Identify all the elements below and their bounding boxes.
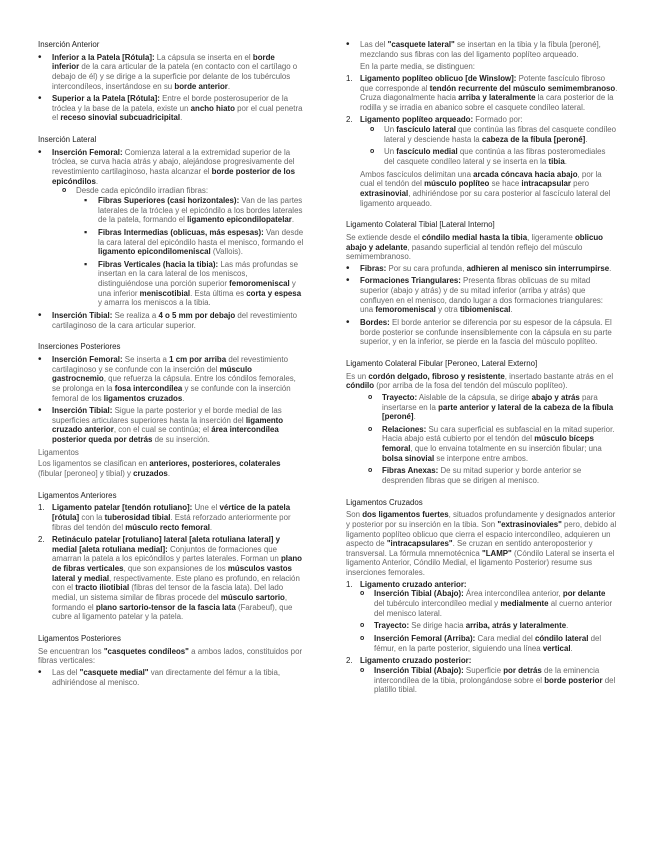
list-item: o Relaciones: Su cara superficial es subfascial en la mitad superior. Hacia abajo está cubierto por el tendón del músculo bíceps femoral, que lo envaina totalmente en su inserción fibular; una bolsa sinovial se interpone entre ambos. <box>368 425 618 464</box>
section-ligamentos-posteriores <box>38 634 304 687</box>
left-column <box>38 0 304 699</box>
heading-ligamentos-cruzados: Ligamentos Cruzados <box>346 497 423 507</box>
list-item: 2. Ligamento poplíteo arqueado: Formado por: o Un fascículo lateral que continúa las fibras del casquete condíleo lateral y desciende hasta la cabeza de la fíbula [peroné]. o Un fascículo medial que continúa a las fibras posteromediales del casquete condíleo lateral y se inserta en la tibia. Ambos fascículos delimitan una arcada cóncava hacia abajo, por la cual el tendón del músculo poplíteo se hace intracapsular pero extrasinovial, adhiriéndose por su cara posterior al fascículo lateral del ligamento arqueado. <box>346 115 618 208</box>
cruzados-intro: Son dos ligamentos fuertes, situados profundamente y designados anterior y posterior por su inserción en la tibia. Son "extrasinoviales" pero, debido al ligamento poplíteo oblicuo que cierra el espacio intercondíleo, adquieren un aspecto de "intracapsulares". Se cruzan en sentido anteroposterior y transversal. La fórmula mnemotécnica "LAMP" (Cóndilo Lateral se inserta el ligamento Anterior, Cóndilo Medial, el ligamento Posterior) resume sus inserciones femorales. <box>346 510 617 578</box>
section-colateral-fibular <box>346 359 618 486</box>
heading-inserciones-posteriores: Inserciones Posteriores <box>38 342 121 352</box>
list-item: • Inserción Tibial: Sigue la parte posterior y el borde medial de las superficies articulares superiores hasta la inserción del ligamento cruzado anterior, con el cual se continúa; el área intercondílea posterior queda por detrás de su inserción. <box>38 406 304 445</box>
list-item: • Formaciones Triangulares: Presenta fibras oblicuas de su mitad superior (abajo y atrás) y de su mitad inferior (arriba y atrás) que confluyen en el menisco, dando lugar a dos formaciones triangulares: una femoromeniscal y otra tibiomeniscal. <box>346 276 618 315</box>
list-item: ▪ Fibras Verticales (hacia la tibia): Las más profundas se insertan en la cara lateral de los meniscos, distinguiéndose una porción superior femoromeniscal y una inferior meniscotibial. Esta última es corta y espesa y amarra los meniscos a la tibia. <box>84 260 304 308</box>
section-inserciones-posteriores <box>38 342 304 478</box>
list-item: o Trayecto: Aislable de la cápsula, se dirige abajo y atrás para insertarse en la parte anterior y lateral de la cabeza de la fíbula [peroné]. <box>368 393 618 422</box>
ligamentos-posteriores-intro: Se encuentran los "casquetes condíleos" a ambos lados, constituidos por fibras verticales: <box>38 646 303 666</box>
list-item: • Inserción Femoral: Se inserta a 1 cm por arriba del revestimiento cartilaginoso y se confunde con la inserción del músculo gastrocnemio, que refuerza la cápsula. Entre los cóndilos femorales, se prolonga en la fosa intercondílea y se confunde con la inserción femoral de los ligamentos cruzados. <box>38 355 304 403</box>
list-item: • Las del "casquete lateral" se insertan en la tibia y la fíbula [peroné], mezclando sus fibras con las del ligamento poplíteo arqueado. <box>346 40 618 59</box>
list-ligamentos-popliteos <box>346 74 618 208</box>
ligamentos-text: Los ligamentos se clasifican en anteriores, posteriores, colaterales (fibular [peroneo] y tibial) y cruzados. <box>38 459 281 478</box>
ligamentos-label: Ligamentos <box>38 447 79 457</box>
list-item: 1. Ligamento patelar [tendón rotuliano]: Une el vértice de la patela [rótula] con la tuberosidad tibial. Está reforzado anteriormente por fibras del tendón del músculo recto femoral. <box>38 503 291 532</box>
list-item: 2. Ligamento cruzado posterior: o Inserción Tibial (Abajo): Superficie por detrás de la eminencia intercondílea de la tibia, prolongándose sobre el borde posterior del platillo tibial. <box>346 656 618 695</box>
list-item: 2. Retináculo patelar [rotuliano] lateral [aleta rotuliana lateral] y medial [aleta rotuliana medial]: Conjuntos de formaciones que amarran la patela a los epicóndilos y partes laterales. Forman un plano de fibras verticales, que son expansiones de los músculos vastos lateral y medial, respectivamente. Este plano es profundo, en relación con el tracto iliotibial (fibras del tensor de la fascia lata). Del lado medial, un sistema similar de fibras procede del músculo sartorio, formando el plano sartorio-tensor de la fascia lata (Farabeuf), que cubre al ligamento patelar y la patela. <box>38 535 302 622</box>
list-item: o Inserción Tibial (Abajo): Área intercondílea anterior, por delante del tubérculo intercondíleo medial y medialmente al cuerno anterior del menisco lateral. <box>360 589 618 618</box>
list-ligamentos-posteriores <box>38 668 304 687</box>
fibras-list <box>76 196 304 308</box>
colateral-fibular-intro: Es un cordón delgado, fibroso y resistente, insertado bastante atrás en el cóndilo (por arriba de la fosa del tendón del músculo poplíteo). <box>346 371 614 391</box>
list-item: o Fibras Anexas: De su mitad superior y borde anterior se desprenden fibras que se dirigen al menisco. <box>368 466 618 485</box>
list-item <box>38 148 304 308</box>
sublist <box>52 186 304 308</box>
list-item: • Inserción Tibial: Se realiza a 4 o 5 mm por debajo del revestimiento cartilaginoso de la cara articular superior. <box>38 311 304 330</box>
colateral-tibial-intro: Se extiende desde el cóndilo medial hasta la tibia, ligeramente oblicuo abajo y adelante, pasando superficial al tendón reflejo del músculo semimembranoso. <box>346 232 604 262</box>
list-item: ▪ Fibras Superiores (casi horizontales): Van de las partes laterales de la tróclea y el epicóndilo a los bordes laterales de la patela, formando el ligamento epicondilopatelar. <box>84 196 304 225</box>
heading-ligamentos-posteriores: Ligamentos Posteriores <box>38 633 121 643</box>
fibras-intro: o Desde cada epicóndilo irradian fibras: <box>76 186 209 196</box>
list-casquete-lateral <box>346 40 618 59</box>
list-item: o Inserción Femoral (Arriba): Cara medial del cóndilo lateral del fémur, en la parte posterior, siguiendo una línea vertical. <box>360 634 618 653</box>
heading-insercion-lateral: Inserción Lateral <box>38 135 97 145</box>
sublist <box>360 666 618 695</box>
list-ligamentos-anteriores <box>38 503 304 622</box>
heading-insercion-anterior: Inserción Anterior <box>38 40 100 49</box>
section-colateral-tibial <box>346 220 618 347</box>
heading-ligamentos-anteriores: Ligamentos Anteriores <box>38 490 117 500</box>
list-item: • Las del "casquete medial" van directamente del fémur a la tibia, adhiriéndose al menisco. <box>38 668 304 687</box>
list-item: • Bordes: El borde anterior se diferencia por su espesor de la cápsula. El borde posterior se confunde insensiblemente con la cápsula en su parte superior, y en la inferior, se pierde en la fascia del músculo poplíteo. <box>346 318 618 347</box>
section-ligamentos-anteriores <box>38 491 304 622</box>
list-colateral-fibular <box>346 393 618 486</box>
list-item: • Inferior a la Patela [Rótula]: La cápsula se inserta en el borde inferior de la cara articular de la patela (en contacto con el cartílago o debajo de él) y se dirige a la superficie por delante de los tubérculos intercondíleos, insertándose en su borde anterior. <box>38 53 304 92</box>
list-colateral-tibial <box>346 264 618 347</box>
list-insercion-anterior <box>38 53 304 123</box>
list-inserciones-posteriores <box>38 355 304 445</box>
section-ligamentos-cruzados <box>346 498 618 695</box>
list-item: o Trayecto: Se dirige hacia arriba, atrás y lateralmente. <box>360 621 618 631</box>
list-item: ▪ Fibras Intermedias (oblicuas, más espesas): Van desde la cara lateral del epicóndilo hasta el menisco, formando el ligamento epicondilomeniscal (Vallois). <box>84 228 304 257</box>
list-insercion-lateral <box>38 148 304 331</box>
list-item: o Un fascículo medial que continúa a las fibras posteromediales del casquete condíleo lateral y se inserta en la tibia. <box>370 147 618 166</box>
arcada-text: Ambos fascículos delimitan una arcada cóncava hacia abajo, por la cual el tendón del músculo poplíteo se hace intracapsular pero extrasinovial, adhiriéndose por su cara posterior al fascículo lateral del ligamento arqueado. <box>360 169 611 208</box>
list-item: • Fibras: Por su cara profunda, adhieren al menisco sin interrumpirse. <box>346 264 618 274</box>
section-insercion-lateral <box>38 135 304 330</box>
heading-colateral-fibular: Ligamento Colateral Fibular [Peroneo, Lateral Externo] <box>346 358 538 368</box>
sublist <box>360 589 618 653</box>
list-item: 1. Ligamento cruzado anterior: o Inserción Tibial (Abajo): Área intercondílea anterior, por delante del tubérculo intercondíleo medial y medialmente al cuerno anterior del menisco lateral. o Trayecto: Se dirige hacia arriba, atrás y lateralmente. o Inserción Femoral (Arriba): Cara medial del cóndilo lateral del fémur, en la parte posterior, siguiendo una línea vertical. <box>346 580 618 653</box>
list-item <box>62 186 304 308</box>
list-item: o Un fascículo lateral que continúa las fibras del casquete condíleo lateral y desciende hasta la cabeza de la fíbula [peroné]. <box>370 125 618 144</box>
right-column <box>346 0 618 707</box>
section-posteriores-cont <box>346 40 618 208</box>
list-item: 1. Ligamento poplíteo oblicuo [de Winslow]: Potente fascículo fibroso que corresponde al tendón recurrente del músculo semimembranoso. Cruza diagonalmente hacia arriba y lateralmente la cara posterior de la rodilla y se irradia en abanico sobre el casquete condíleo lateral. <box>346 73 618 112</box>
sublist <box>360 125 618 167</box>
parte-media-intro: En la parte media, se distinguen: <box>360 62 475 72</box>
heading-colateral-tibial: Ligamento Colateral Tibial [Lateral Interno] <box>346 220 495 230</box>
section-insercion-anterior <box>38 40 304 123</box>
list-item: • Superior a la Patela [Rótula]: Entre el borde posterosuperior de la tróclea y la base de la patela, existe un ancho hiato por el cual penetra el receso sinovial subcuadricipital. <box>38 94 304 123</box>
femoral-text: • Inserción Femoral: Comienza lateral a la extremidad superior de la tróclea, se curva hacia atrás y abajo, alejándose progresivamente del revestimiento cartilaginoso, hasta alcanzar el borde posterior de los epicóndilos. <box>52 147 295 186</box>
list-item: o Inserción Tibial (Abajo): Superficie por detrás de la eminencia intercondílea de la tibia, prolongándose sobre el borde posterior del platillo tibial. <box>360 666 618 695</box>
list-cruzados <box>346 580 618 695</box>
